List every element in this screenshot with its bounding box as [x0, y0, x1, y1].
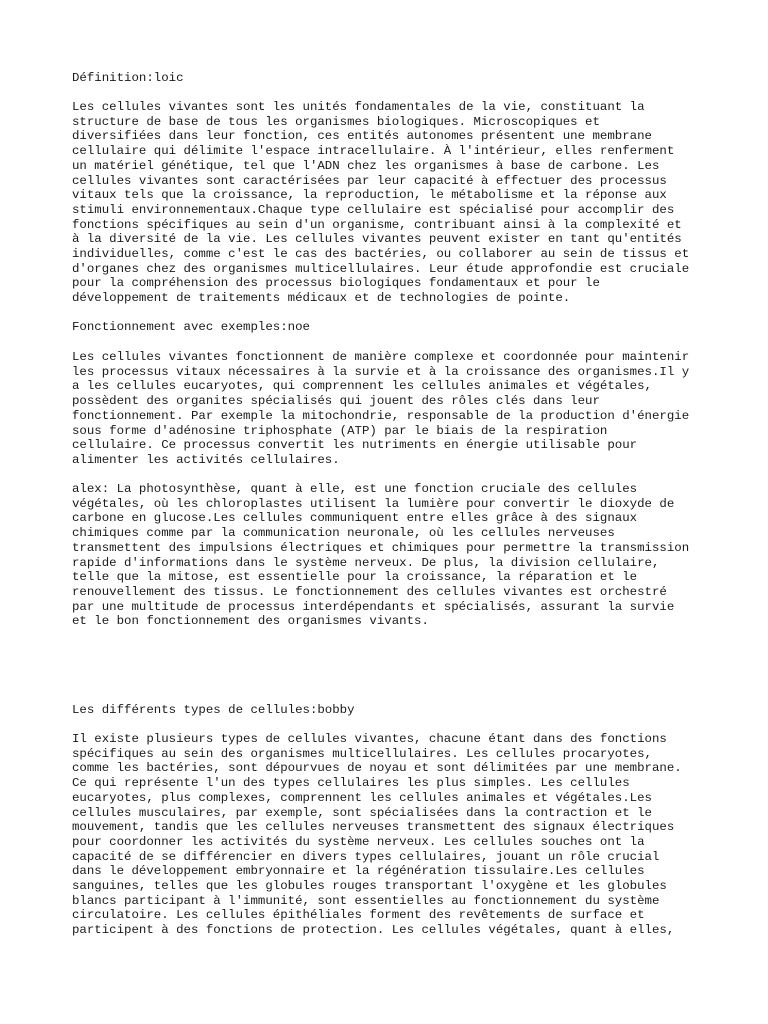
section-body-types: Il existe plusieurs types de cellules vivantes, chacune étant dans des fonctions spécifiques au sein des organismes multicellulaires. Les cellules procaryotes, comme les bactéries, sont dépourvues de noyau et sont délimitées par une membrane. Ce qui représente l'un des types cellulaires les plus simples. Les cellules eucaryotes, plus complexes, comprennent les cellules animales et végétales.Les cellules musculaires, par exemple, sont spécialisées dans la contraction et le mouvement, tandis que les cellules nerveuses transmettent des signaux électriques pour coordonner les activités du système nerveux. Les cellules souches ont la capacité de se différencier en divers types cellulaires, jouant un rôle crucial dans le développement embryonnaire et la régénération tissulaire.Les cellules sanguines, telles que les globules rouges transportant l'oxygène et les globules blancs participant à l'immunité, sont essentielles au fonctionnement du système circulatoire. Les cellules épithéliales forment des revêtements de surface et participent à des fonctions de protection. Les cellules végétales, quant à elles,: [72, 732, 682, 938]
section-heading-fonctionnement: Fonctionnement avec exemples:noe: [72, 320, 310, 334]
section-heading-definition: Définition:loic: [72, 71, 184, 85]
section-body-fonctionnement-continued: alex: La photosynthèse, quant à elle, est une fonction cruciale des cellules végétales, où les chloroplastes utilisent la lumière pour convertir le dioxyde de carbone en glucose.Les cellules communiquent entre elles grâce à des signaux chimiques comme par la communication neuronale, où les cellules nerveuses transmettent des impulsions électriques et chimiques pour permettre la transmission rapide d'informations dans le système nerveux. De plus, la division cellulaire, telle que la mitose, est essentielle pour la croissance, la réparation et le renouvellement des tissus. Le fonctionnement des cellules vivantes est orchestré par une multitude de processus interdépendants et spécialisés, assurant la survie et le bon fonctionnement des organismes vivants.: [72, 482, 690, 629]
section-body-definition: Les cellules vivantes sont les unités fondamentales de la vie, constituant la structure de base de tous les organismes biologiques. Microscopiques et diversifiées dans leur fonction, ces entités autonomes présentent une membrane cellulaire qui délimite l'espace intracellulaire. À l'intérieur, elles renferment un matériel génétique, tel que l'ADN chez les organismes à base de carbone. Les cellules vivantes sont caractérisées par leur capacité à effectuer des processus vitaux tels que la croissance, la reproduction, le métabolisme et la réponse aux stimuli environnementaux.Chaque type cellulaire est spécialisé pour accomplir des fonctions spécifiques au sein d'un organisme, contribuant ainsi à la complexité et à la diversité de la vie. Les cellules vivantes peuvent exister en tant qu'entités individuelles, comme c'est le cas des bactéries, ou collaborer au sein de tissus et d'organes chez des organismes multicellulaires. Leur étude approfondie est cruciale pour la compréhension des processus biologiques fondamentaux et pour le développement de traitements médicaux et de technologies de pointe.: [72, 100, 690, 306]
section-body-fonctionnement: Les cellules vivantes fonctionnent de manière complexe et coordonnée pour maintenir les processus vitaux nécessaires à la survie et à la croissance des organismes.Il y a les cellules eucaryotes, qui comprennent les cellules animales et végétales, possèdent des organites spécialisés qui jouent des rôles clés dans leur fonctionnement. Par exemple la mitochondrie, responsable de la production d'énergie sous forme d'adénosine triphosphate (ATP) par le biais de la respiration cellulaire. Ce processus convertit les nutriments en énergie utilisable pour alimenter les activités cellulaires.: [72, 350, 690, 467]
section-heading-types: Les différents types de cellules:bobby: [72, 703, 355, 717]
